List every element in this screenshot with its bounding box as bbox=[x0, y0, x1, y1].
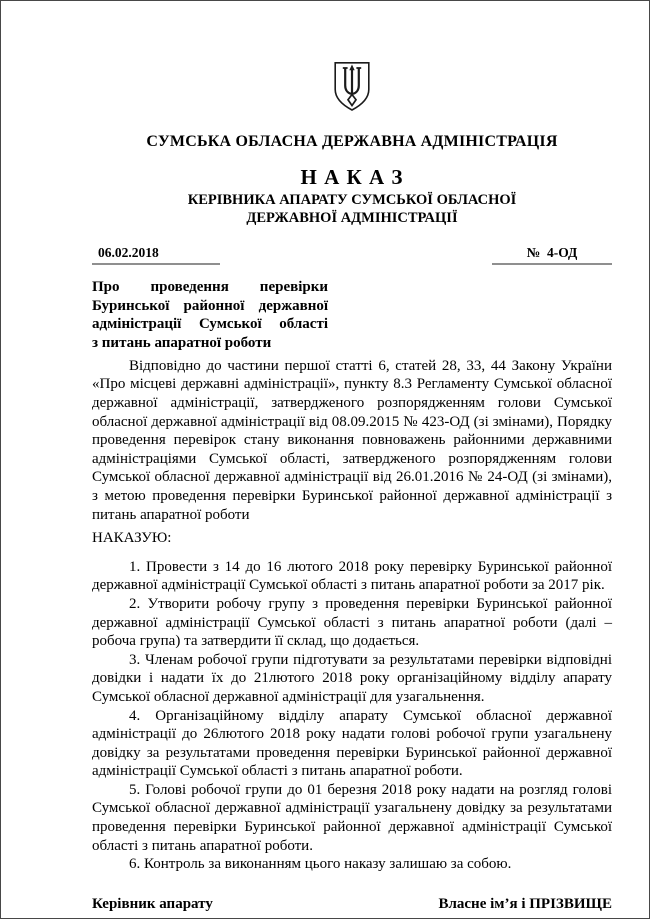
date-field: 06.02.2018 bbox=[92, 245, 220, 265]
order-item-5: 5. Голові робочої групи до 01 березня 2018 року надати на розгляд голові Сумської обласної державної адміністрації узагальнену довідку за результатами проведення перевірки Буринської районної державної адміністрації Сумської області з питань апаратної роботи. bbox=[92, 781, 612, 854]
signature-row bbox=[92, 896, 612, 913]
doc-subtitle-line1: КЕРІВНИКА АПАРАТУ СУМСЬКОЇ ОБЛАСНОЇ bbox=[187, 192, 517, 208]
subject-line: з питань апаратної роботи bbox=[92, 335, 272, 352]
subject-line: Про проведення перевірки bbox=[92, 279, 328, 295]
order-items bbox=[92, 558, 612, 874]
order-item-1: 1. Провести з 14 до 16 лютого 2018 року перевірку Буринської районної державної адміністрації Сумської області з питань апаратної роботи за 2017 рік. bbox=[92, 558, 612, 594]
signature-name: Власне ім’я і ПРІЗВИЩЕ bbox=[438, 895, 612, 912]
meta-row bbox=[92, 245, 612, 265]
order-item-4: 4. Організаційному відділу апарату Сумської обласної державної адміністрації до 26лютого 2018 року надати голові робочої групи узагальнену довідку за результатами проведення перевірки Буринської районної державної адміністрації Сумської області з питань апаратної роботи. bbox=[92, 707, 612, 780]
doc-subtitle bbox=[92, 192, 612, 227]
doc-type-heading: Н А К А З bbox=[300, 165, 404, 189]
preamble-paragraph: Відповідно до частини першої статті 6, статей 28, 33, 44 Закону України «Про місцеві державні адміністрації», пункту 8.3 Регламенту Сумської обласної державної адміністрації, затвердженого розпорядженням голови Сумської обласної державної адміністрації від 08.09.2015 № 423-ОД (зі змінами), Порядку проведення перевірок стану виконання повноважень районними державними адміністраціями Сумської області, затвердженого розпорядженням голови Сумської обласної державної адміністрації від 26.01.2016 № 24-ОД (зі змінами), з метою проведення перевірки Буринської районної державної адміністрації з питань апаратної роботи bbox=[92, 357, 612, 523]
doc-subtitle-line2: ДЕРЖАВНОЇ АДМІНІСТРАЦІЇ bbox=[246, 209, 458, 226]
order-item-2: 2. Утворити робочу групу з проведення перевірки Буринської районної державної адміністрації Сумської області з питань апаратної роботи (далі – робоча група) та затвердити її склад, що додається. bbox=[92, 595, 612, 650]
order-item-3: 3. Членам робочої групи підготувати за результатами перевірки відповідні довідки і надати їх до 21лютого 2018 року організаційному відділу апарату Сумської обласної державної адміністрації для узагальнення. bbox=[92, 651, 612, 705]
order-item-6: 6. Контроль за виконанням цього наказу залишаю за собою. bbox=[129, 856, 512, 873]
document-content bbox=[1, 61, 649, 913]
org-name-heading: СУМСЬКА ОБЛАСНА ДЕРЖАВНА АДМІНІСТРАЦІЯ bbox=[146, 133, 558, 150]
signature-position: Керівник апарату bbox=[92, 895, 213, 912]
subject-line: адміністрації Сумської області bbox=[92, 316, 328, 333]
order-word: НАКАЗУЮ: bbox=[92, 530, 172, 547]
state-emblem bbox=[92, 61, 612, 112]
subject-line: Буринської районної державної bbox=[92, 297, 328, 314]
subject-block bbox=[92, 278, 328, 353]
ukraine-trident-icon bbox=[332, 61, 372, 112]
number-field: № 4-ОД bbox=[492, 245, 612, 265]
